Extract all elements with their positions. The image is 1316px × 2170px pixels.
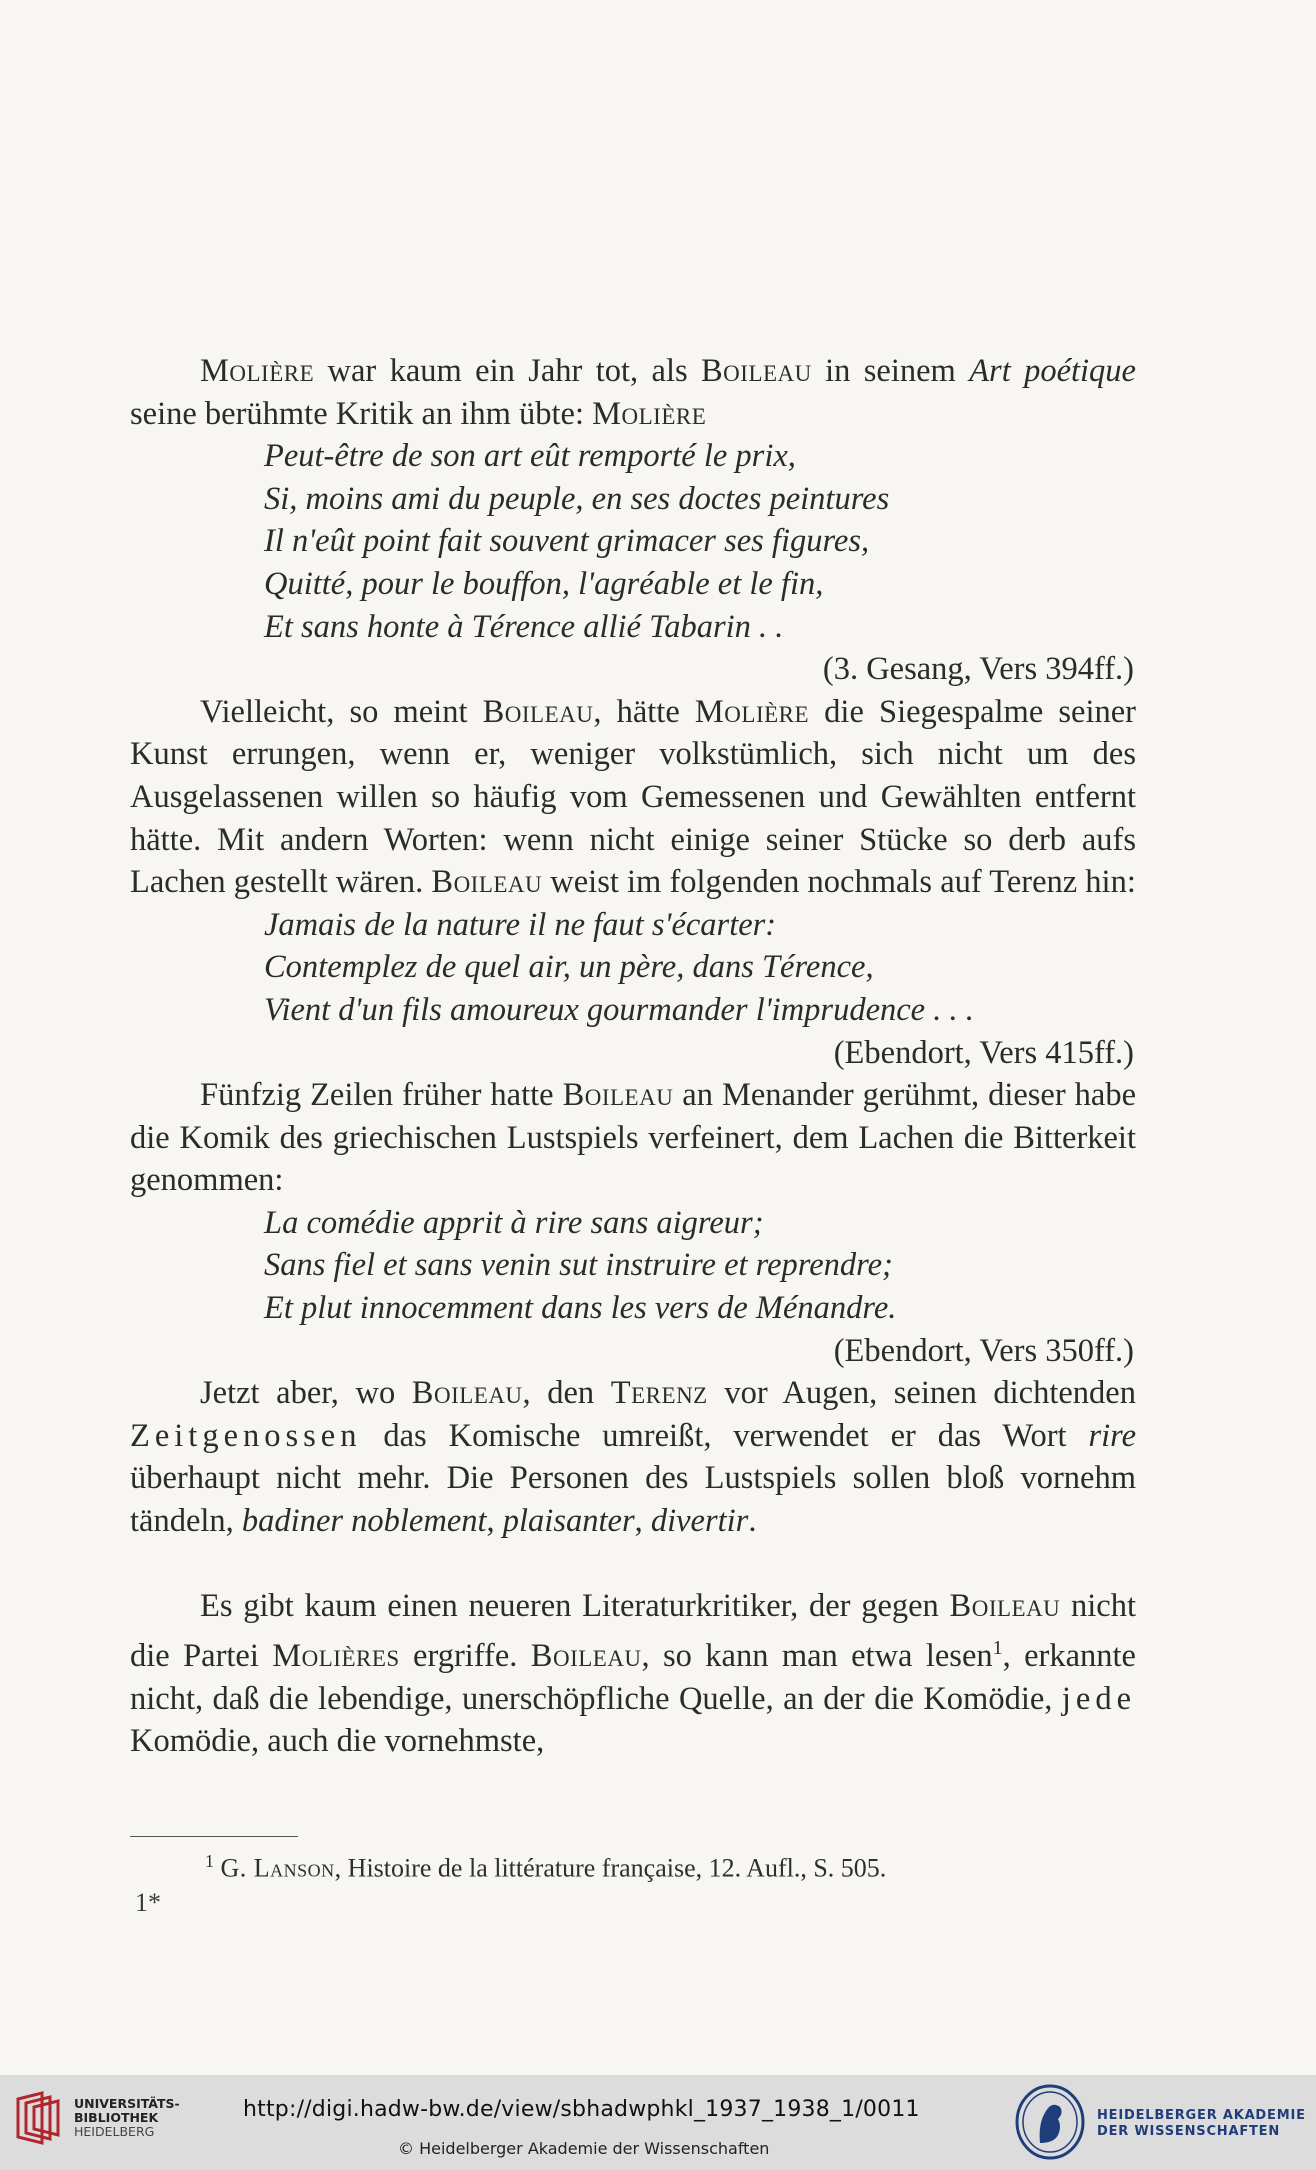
text-run: in seinem [811, 353, 970, 389]
verse-block-3 [130, 1202, 1136, 1330]
text-run: vor Augen, seinen dichtenden [707, 1375, 1136, 1412]
verse-line: Et sans honte à Térence allié Tabarin . . [264, 608, 784, 645]
university-library-name [74, 2097, 180, 2139]
footnote-author: G. Lanson [220, 1853, 335, 1883]
verse-line: Peut-être de son art eût remporté le prix, [264, 438, 796, 475]
ub-line: UNIVERSITÄTS- [74, 2096, 180, 2111]
ub-line: BIBLIOTHEK [74, 2110, 159, 2125]
body-text [130, 350, 1136, 1763]
name-moliere: Molière [694, 693, 810, 730]
copyright-notice: © Heidelberger Akademie der Wissenschaften [398, 2139, 770, 2158]
text-run: Fünfzig Zeilen früher hatte [200, 1077, 563, 1114]
paragraph-1 [130, 350, 1136, 435]
name-terenz: Terenz [610, 1375, 708, 1412]
verse-reference: (3. Gesang, Vers 394ff.) [822, 651, 1134, 688]
italic-word: rire [1088, 1417, 1136, 1454]
footnote [205, 1843, 1165, 1887]
text-run: , [634, 1503, 651, 1540]
italic-word: badiner noblement [241, 1503, 487, 1540]
italic-word: plaisanter [502, 1503, 635, 1540]
text-run: nicht die Partei [130, 1587, 1137, 1675]
text-run: an Menander gerühmt, dieser habe die Komik des griechischen Lustspiels verfeinert, dem Lachen die Bitterkeit genommen: [130, 1077, 1136, 1199]
name-boileau: Boileau [431, 864, 543, 901]
footnote-mark: 1 [205, 1851, 214, 1871]
verse-line: Sans fiel et sans venin sut instruire et reprendre; [264, 1247, 893, 1284]
text-run: war kaum ein Jahr tot, als [314, 353, 701, 389]
text-run: die Siegespalme seiner Kunst errungen, wenn er, weniger volkstümlich, sich nicht um des Ausgelassenen willen so häufig vom Gemessenen und Gewählten entfernt hätte. Mit andern Worten: wenn nicht einige seiner Stücke so derb aufs Lachen gestellt wären. [130, 693, 1136, 901]
name-boileau: Boileau [411, 1375, 523, 1412]
name-moliere: Molière [592, 395, 707, 432]
verse-line: Quitté, pour le bouffon, l'agréable et le fin, [264, 565, 824, 602]
paragraph-3 [130, 1074, 1136, 1202]
verse-line: Et plut innocemment dans les vers de Ménandre. [264, 1290, 897, 1327]
text-run: , erkannte nicht, daß die lebendige, unerschöpfliche Quelle, an der die Komödie, [130, 1638, 1136, 1717]
name-boileau: Boileau [701, 353, 812, 389]
name-boileau: Boileau [949, 1587, 1061, 1624]
italic-word: divertir [650, 1503, 749, 1540]
verse-line: Contemplez de quel air, un père, dans Térence, [264, 949, 874, 986]
text-run: das Komische umreißt, verwendet er das Wort [361, 1417, 1089, 1454]
verse-line: Si, moins ami du peuple, en ses doctes peintures [264, 480, 890, 517]
name-moliere: Molière [200, 353, 315, 389]
footnote-rule [130, 1836, 298, 1837]
text-run: , [486, 1503, 503, 1540]
text-run: ergriffe. [399, 1638, 531, 1675]
verse-line: Vient d'un fils amoureux gourmander l'imprudence . . . [264, 991, 974, 1028]
paragraph-5 [130, 1585, 1136, 1763]
text-run: . [748, 1503, 757, 1540]
academy-seal-icon[interactable] [1014, 2083, 1086, 2161]
text-run: Es gibt kaum einen neueren Literaturkritiker, der gegen [200, 1587, 950, 1624]
verse-reference: (Ebendort, Vers 350ff.) [833, 1332, 1134, 1369]
text-run: , den [522, 1375, 611, 1412]
text-run: überhaupt nicht mehr. Die Personen des Lustspiels sollen bloß vornehm tändeln, [130, 1460, 1136, 1540]
verse-block-1 [130, 435, 1136, 648]
name-boileau: Boileau [562, 1077, 674, 1114]
section-gap [130, 1543, 1136, 1585]
paragraph-4 [130, 1372, 1136, 1542]
text-run: seine berühmte Kritik an ihm übte: [130, 395, 593, 432]
university-library-logo-icon[interactable] [12, 2089, 64, 2147]
text-run: Komödie, auch die vornehmste, [130, 1723, 545, 1760]
footnote-reference[interactable]: 1 [992, 1637, 1003, 1660]
name-boileau: Boileau [530, 1638, 642, 1675]
footnote-text: , Histoire de la littérature française, 12. Aufl., S. 505. [334, 1853, 887, 1883]
title-art-poetique: Art poétique [969, 353, 1136, 389]
viewer-footer [0, 2075, 1316, 2170]
spaced-word: jede [1061, 1680, 1136, 1717]
name-boileau: Boileau [482, 693, 594, 730]
verse-reference: (Ebendort, Vers 415ff.) [833, 1034, 1134, 1071]
ub-line: HEIDELBERG [74, 2124, 155, 2139]
permalink-url[interactable]: http://digi.hadw-bw.de/view/sbhadwphkl_1937_1938_1/0011 [243, 2097, 920, 2122]
verse-line: La comédie apprit à rire sans aigreur; [264, 1204, 764, 1241]
text-run: weist im folgenden nochmals auf Terenz hin: [542, 864, 1136, 901]
text-run: Jetzt aber, wo [200, 1375, 412, 1412]
signature-mark: 1* [135, 1888, 161, 1917]
verse-line: Jamais de la nature il ne faut s'écarter: [264, 906, 777, 943]
verse-block-2 [130, 904, 1136, 1032]
academy-name [1097, 2108, 1306, 2140]
text-run: , hätte [593, 693, 695, 730]
name-molieres: Molières [272, 1638, 400, 1675]
text-run: Vielleicht, so meint [200, 693, 483, 730]
verse-line: Il n'eût point fait souvent grimacer ses figures, [264, 523, 870, 560]
text-run: , so kann man etwa lesen [641, 1638, 993, 1675]
academy-line: DER WISSENSCHAFTEN [1097, 2124, 1281, 2139]
paragraph-2 [130, 691, 1136, 904]
academy-line: HEIDELBERGER AKADEMIE [1097, 2108, 1306, 2123]
spaced-word: Zeitgenossen [130, 1417, 362, 1454]
